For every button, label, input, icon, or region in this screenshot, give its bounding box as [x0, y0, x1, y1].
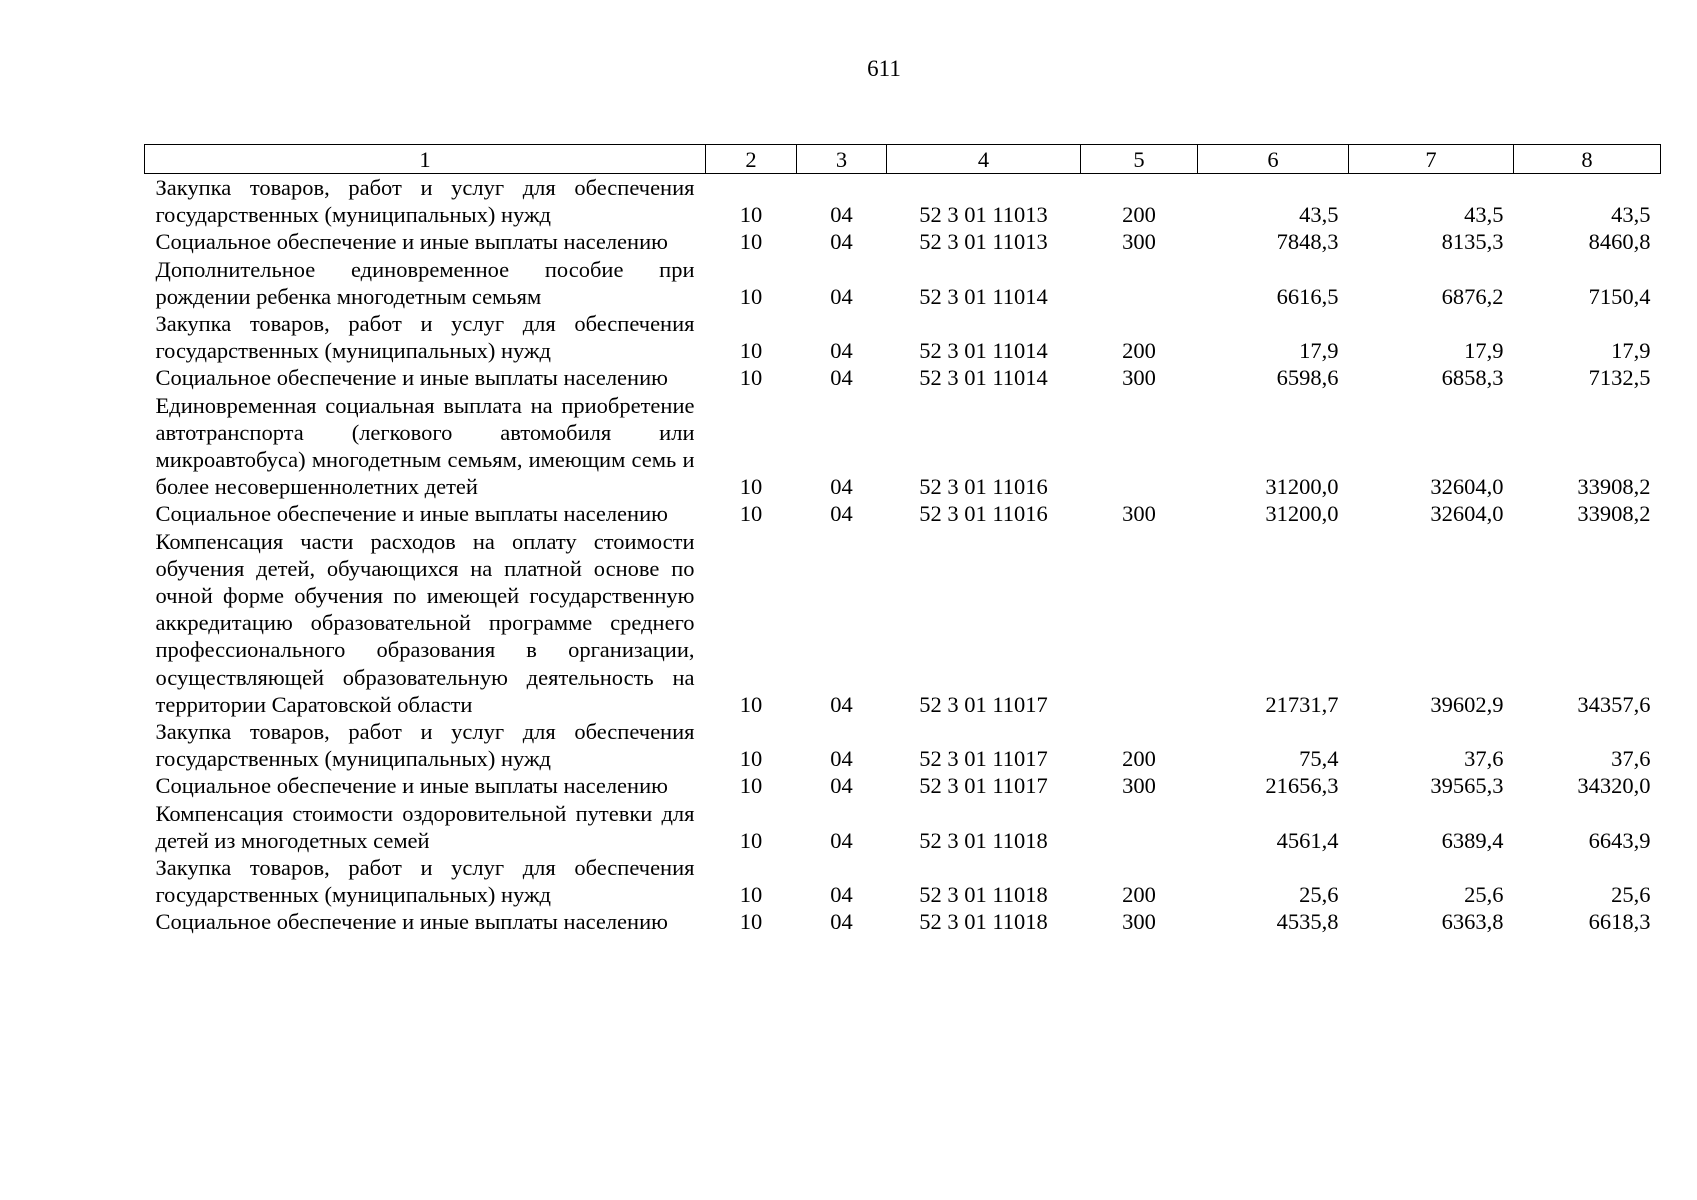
- table-row: [145, 528, 1661, 718]
- row-sum-1: 25,6: [1299, 882, 1339, 908]
- row-expense-type: 200: [1122, 746, 1156, 772]
- row-sum-2: 17,9: [1464, 338, 1504, 364]
- row-sum-1: 6616,5: [1276, 283, 1339, 309]
- row-section: 10: [739, 827, 763, 853]
- table-row: [145, 908, 1661, 935]
- table-row: [145, 256, 1661, 310]
- row-sum-2: 37,6: [1464, 746, 1504, 772]
- row-subsection: 04: [830, 501, 853, 527]
- row-section: 10: [739, 474, 763, 500]
- row-subsection: 04: [830, 773, 853, 799]
- table-row: [145, 364, 1661, 391]
- row-sum-3: 7132,5: [1588, 365, 1651, 391]
- row-section: 10: [739, 746, 763, 772]
- row-target-article: 52 3 01 11013: [919, 229, 1048, 255]
- row-sum-2: 32604,0: [1430, 501, 1504, 527]
- row-expense-type: [1081, 392, 1198, 501]
- row-expense-type: 300: [1122, 229, 1156, 255]
- row-expense-type: 300: [1122, 501, 1156, 527]
- row-subsection: 04: [830, 365, 853, 391]
- row-name: Социальное обеспечение и иные выплаты населению: [155, 909, 668, 935]
- row-sum-3: 43,5: [1611, 202, 1651, 228]
- row-expense-type: [1081, 800, 1198, 854]
- row-expense-type: [1081, 528, 1198, 718]
- table-row: [145, 310, 1661, 364]
- row-sum-1: 31200,0: [1265, 474, 1339, 500]
- row-subsection: 04: [830, 909, 853, 935]
- row-target-article: 52 3 01 11014: [919, 338, 1048, 364]
- table-header: [145, 145, 1661, 174]
- row-sum-1: 31200,0: [1265, 501, 1339, 527]
- header-col-2: 2: [706, 145, 797, 174]
- header-row: [145, 145, 1661, 174]
- table-row: [145, 174, 1661, 229]
- row-section: 10: [739, 909, 763, 935]
- row-sum-2: 6858,3: [1441, 365, 1504, 391]
- row-name: Компенсация стоимости оздоровительной путевки для детей из многодетных семей: [155, 800, 695, 853]
- row-subsection: 04: [830, 283, 853, 309]
- row-subsection: 04: [830, 691, 853, 717]
- row-name: Компенсация части расходов на оплату стоимости обучения детей, обучающихся на платной основе по очной форме обучения по имеющей государственную аккредитацию образовательной программе среднего профессионального образования в организации, осуществляющей образовательную деятельность на территории Саратовской области: [155, 528, 695, 717]
- row-section: 10: [739, 691, 763, 717]
- row-target-article: 52 3 01 11017: [919, 773, 1048, 799]
- row-sum-1: 43,5: [1299, 202, 1339, 228]
- row-sum-1: 17,9: [1299, 338, 1339, 364]
- table-row: [145, 718, 1661, 772]
- row-sum-3: 33908,2: [1577, 474, 1651, 500]
- row-sum-1: 4535,8: [1276, 909, 1339, 935]
- row-section: 10: [739, 283, 763, 309]
- row-section: 10: [739, 882, 763, 908]
- row-subsection: 04: [830, 746, 853, 772]
- header-col-4: 4: [887, 145, 1081, 174]
- header-col-7: 7: [1349, 145, 1514, 174]
- row-target-article: 52 3 01 11017: [919, 746, 1048, 772]
- row-sum-1: 21731,7: [1265, 691, 1339, 717]
- row-sum-1: 7848,3: [1276, 229, 1339, 255]
- row-target-article: 52 3 01 11013: [919, 202, 1048, 228]
- header-col-1: 1: [145, 145, 706, 174]
- row-target-article: 52 3 01 11014: [919, 365, 1048, 391]
- table-row: [145, 772, 1661, 799]
- row-target-article: 52 3 01 11018: [919, 827, 1048, 853]
- row-sum-3: 34320,0: [1577, 773, 1651, 799]
- row-sum-3: 7150,4: [1588, 283, 1651, 309]
- table-row: [145, 392, 1661, 501]
- row-sum-3: 8460,8: [1588, 229, 1651, 255]
- row-expense-type: 300: [1122, 909, 1156, 935]
- row-name: Закупка товаров, работ и услуг для обеспечения государственных (муниципальных) нужд: [155, 175, 695, 228]
- header-col-6: 6: [1198, 145, 1349, 174]
- header-col-8: 8: [1514, 145, 1661, 174]
- row-name: Дополнительное единовременное пособие при рождении ребенка многодетным семьям: [155, 256, 695, 309]
- row-section: 10: [739, 773, 763, 799]
- row-section: 10: [739, 501, 763, 527]
- row-name: Социальное обеспечение и иные выплаты населению: [155, 229, 668, 255]
- row-sum-1: 6598,6: [1276, 365, 1339, 391]
- row-sum-2: 6876,2: [1441, 283, 1504, 309]
- row-sum-2: 6363,8: [1441, 909, 1504, 935]
- row-subsection: 04: [830, 827, 853, 853]
- table-body: [145, 174, 1661, 936]
- row-target-article: 52 3 01 11018: [919, 909, 1048, 935]
- row-target-article: 52 3 01 11017: [919, 691, 1048, 717]
- row-sum-3: 25,6: [1611, 882, 1651, 908]
- header-col-5: 5: [1081, 145, 1198, 174]
- row-section: 10: [739, 365, 763, 391]
- row-sum-3: 34357,6: [1577, 691, 1651, 717]
- row-section: 10: [739, 202, 763, 228]
- row-target-article: 52 3 01 11016: [919, 501, 1048, 527]
- row-target-article: 52 3 01 11018: [919, 882, 1048, 908]
- row-section: 10: [739, 338, 763, 364]
- row-name: Социальное обеспечение и иные выплаты населению: [155, 773, 668, 799]
- table-row: [145, 854, 1661, 908]
- table-row: [145, 228, 1661, 255]
- row-expense-type: 300: [1122, 773, 1156, 799]
- row-name: Социальное обеспечение и иные выплаты населению: [155, 501, 668, 527]
- row-expense-type: 200: [1122, 202, 1156, 228]
- row-name: Социальное обеспечение и иные выплаты населению: [155, 365, 668, 391]
- row-sum-2: 6389,4: [1441, 827, 1504, 853]
- row-name: Единовременная социальная выплата на приобретение автотранспорта (легкового автомобиля или микроавтобуса) многодетным семьям, имеющим семь и более несовершеннолетних детей: [155, 392, 695, 500]
- row-sum-3: 6618,3: [1588, 909, 1651, 935]
- row-subsection: 04: [830, 882, 853, 908]
- row-sum-2: 43,5: [1464, 202, 1504, 228]
- row-sum-1: 21656,3: [1265, 773, 1339, 799]
- header-col-3: 3: [797, 145, 887, 174]
- row-section: 10: [739, 229, 763, 255]
- row-target-article: 52 3 01 11014: [919, 283, 1048, 309]
- row-expense-type: 200: [1122, 882, 1156, 908]
- row-sum-2: 39565,3: [1430, 773, 1504, 799]
- row-subsection: 04: [830, 474, 853, 500]
- row-subsection: 04: [830, 229, 853, 255]
- row-sum-1: 75,4: [1299, 746, 1339, 772]
- page-number: 611: [867, 56, 901, 81]
- table-row: [145, 800, 1661, 854]
- row-target-article: 52 3 01 11016: [919, 474, 1048, 500]
- row-expense-type: [1081, 256, 1198, 310]
- row-name: Закупка товаров, работ и услуг для обеспечения государственных (муниципальных) нужд: [155, 311, 695, 364]
- row-sum-2: 39602,9: [1430, 691, 1504, 717]
- row-sum-2: 32604,0: [1430, 474, 1504, 500]
- budget-table: [144, 144, 1661, 936]
- row-name: Закупка товаров, работ и услуг для обеспечения государственных (муниципальных) нужд: [155, 719, 695, 772]
- row-sum-1: 4561,4: [1276, 827, 1339, 853]
- row-sum-3: 37,6: [1611, 746, 1651, 772]
- row-sum-3: 17,9: [1611, 338, 1651, 364]
- row-sum-2: 25,6: [1464, 882, 1504, 908]
- row-sum-2: 8135,3: [1441, 229, 1504, 255]
- row-subsection: 04: [830, 202, 853, 228]
- table-row: [145, 500, 1661, 527]
- row-sum-3: 6643,9: [1588, 827, 1651, 853]
- row-subsection: 04: [830, 338, 853, 364]
- row-sum-3: 33908,2: [1577, 501, 1651, 527]
- row-name: Закупка товаров, работ и услуг для обеспечения государственных (муниципальных) нужд: [155, 855, 695, 908]
- row-expense-type: 200: [1122, 338, 1156, 364]
- row-expense-type: 300: [1122, 365, 1156, 391]
